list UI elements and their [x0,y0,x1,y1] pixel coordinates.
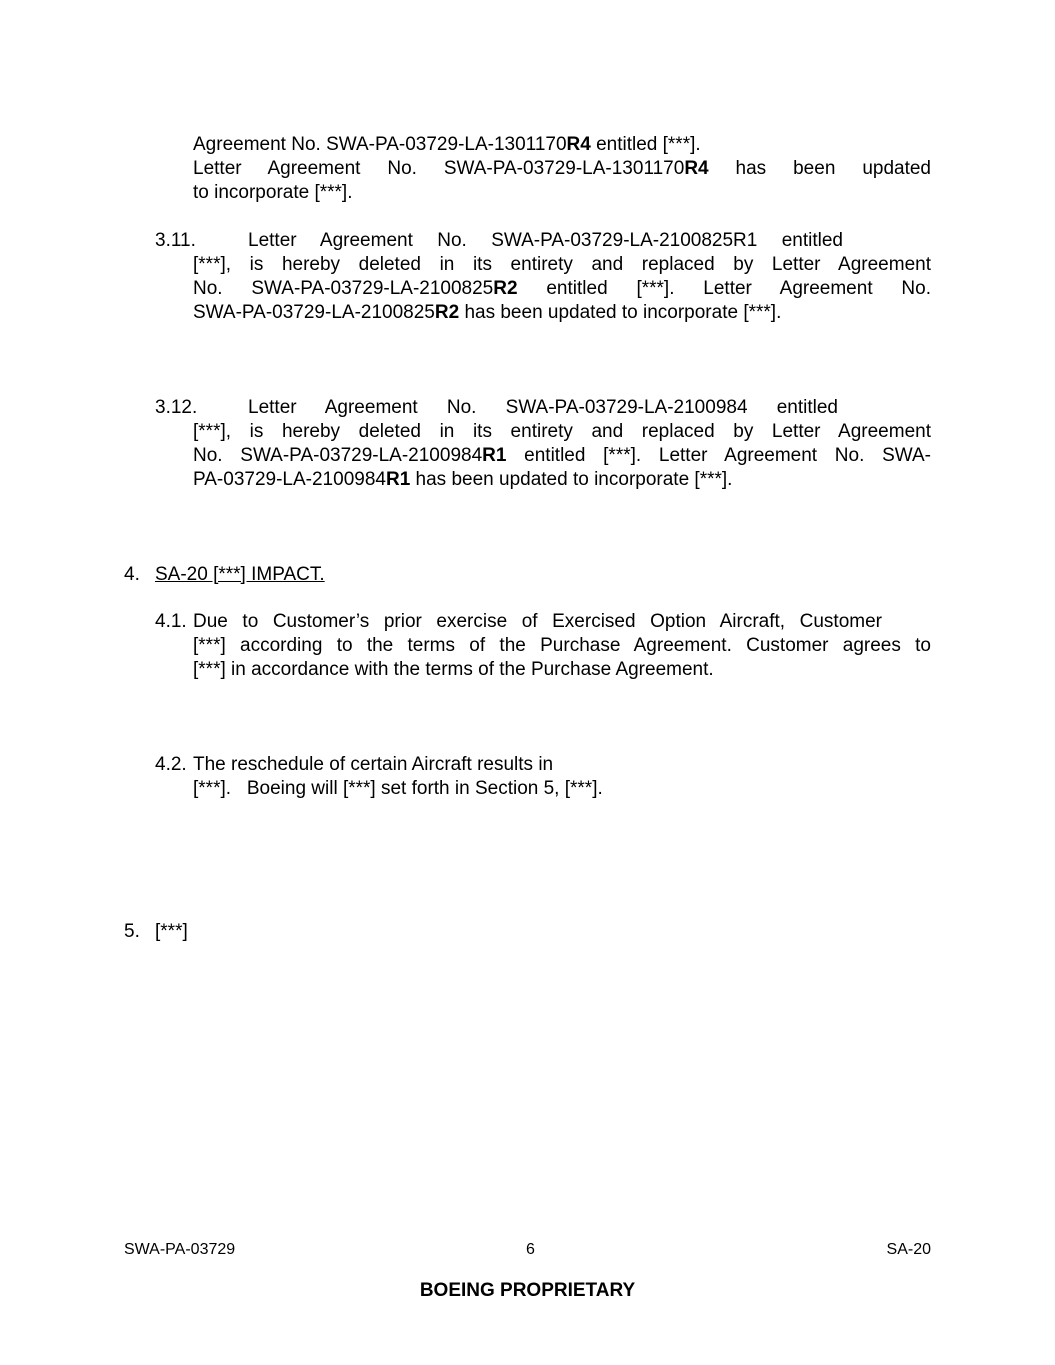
para-4-1-line-2: [***] according to the terms of the Purchase Agreement. Customer agrees to [193,635,931,656]
para-4-2-line-1: The reschedule of certain Aircraft results in [193,754,554,775]
section-3-12-number: 3.12. [155,397,198,418]
para-3-12-line-3: No. SWA-PA-03729-LA-2100984R1 entitled [***]. Letter Agreement No. SWA- [193,445,931,466]
para-3-11-line-3: No. SWA-PA-03729-LA-2100825R2 entitled [***]. Letter Agreement No. [193,278,931,299]
para-3-11-line-4: SWA-PA-03729-LA-2100825R2 has been updated to incorporate [***]. [193,302,782,323]
para-3-12-line-2: [***], is hereby deleted in its entirety and replaced by Letter Agreement [193,421,931,442]
section-4-number: 4. [124,564,140,585]
para-3-12-line-4: PA-03729-LA-2100984R1 has been updated to incorporate [***]. [193,469,733,490]
para-3-11-line-1: Letter Agreement No. SWA-PA-03729-LA-2100825R1 entitled [248,230,843,251]
para-4-2-line-2: [***]. Boeing will [***] set forth in Section 5, [***]. [193,778,603,799]
section-4-1-number: 4.1. [155,611,187,632]
para-3-10-line-2: Letter Agreement No. SWA-PA-03729-LA-1301170R4 has been updated [193,158,931,179]
section-3-11-number: 3.11. [155,230,196,251]
section-5-number: 5. [124,921,140,942]
para-4-1-line-1: Due to Customer’s prior exercise of Exercised Option Aircraft, Customer [193,611,882,632]
section-5-text: [***] [155,921,188,942]
footer-supplement-id: SA-20 [886,1241,931,1258]
para-4-1-line-3: [***] in accordance with the terms of the Purchase Agreement. [193,659,714,680]
section-4-heading: SA-20 [***] IMPACT. [155,564,325,585]
section-4-2-number: 4.2. [155,754,187,775]
proprietary-notice: BOEING PROPRIETARY [419,1280,636,1301]
para-3-10-line-3: to incorporate [***]. [193,182,353,203]
para-3-12-line-1: Letter Agreement No. SWA-PA-03729-LA-2100984 entitled [248,397,838,418]
para-3-10-line-1: Agreement No. SWA-PA-03729-LA-1301170R4 entitled [***]. [193,134,701,155]
footer-document-id: SWA-PA-03729 [124,1241,236,1258]
footer-page-number: 6 [526,1241,535,1258]
para-3-11-line-2: [***], is hereby deleted in its entirety and replaced by Letter Agreement [193,254,931,275]
